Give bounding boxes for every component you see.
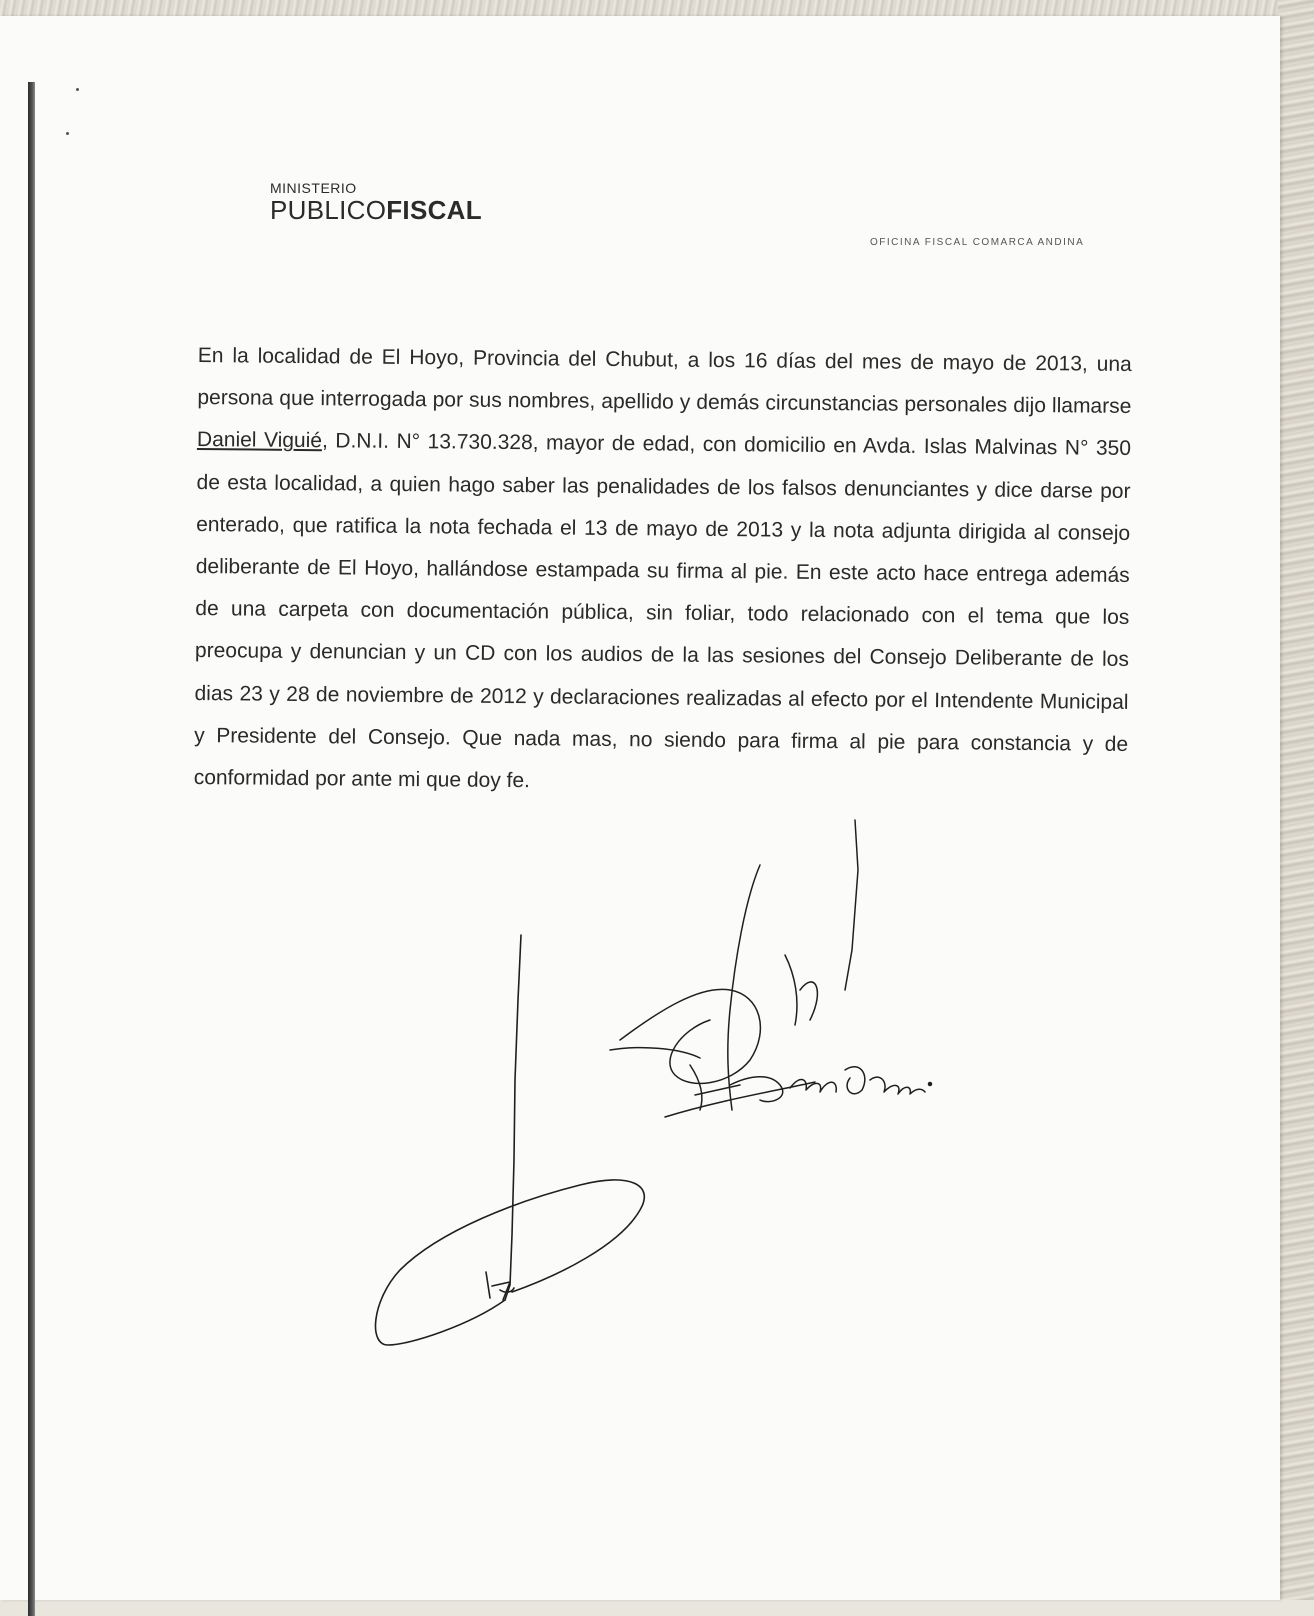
declarant-name: Daniel Viguié: [196, 428, 323, 453]
logo-fiscal: FISCAL: [386, 195, 482, 225]
body-text-part2: , D.N.I. N° 13.730.328, mayor de edad, con domicilio en Avda. Islas Malvinas N° 350 de esta localidad, a quien hago saber las penalidades de los falsos denunciantes y dice darse por enterado, que ratifica la nota fechada el 13 de mayo de 2013 y la nota adjunta dirigida al consejo deliberante de El Hoyo, hallándose estampada su firma al pie. En este acto hace entrega además de una carpeta con documentación pública, sin foliar, todo relacionado con el tema que los preocupa y denuncian y un CD con los audios de la las sesiones del Consejo Deliberante de los dias 23 y 28 de noviembre de 2012 y declaraciones realizadas al efecto por el Intendente Municipal y Presidente del Consejo. Que nada mas, no siendo para firma al pie para constancia y de conformidad por ante mi que doy fe.: [193, 429, 1132, 793]
official-signature: [376, 935, 645, 1345]
logo-line-ministerio: MINISTERIO: [270, 180, 357, 196]
declarant-signature: [610, 820, 932, 1117]
body-text-part1: En la localidad de El Hoyo, Provincia del Chubut, a los 16 días del mes de mayo de 2013, una persona que interrogada por sus nombres, apellido y demás circunstancias personales dijo llamarse: [197, 343, 1132, 419]
logo-publico: PUBLICO: [270, 195, 387, 225]
office-header: OFICINA FISCAL COMARCA ANDINA: [870, 237, 1085, 248]
